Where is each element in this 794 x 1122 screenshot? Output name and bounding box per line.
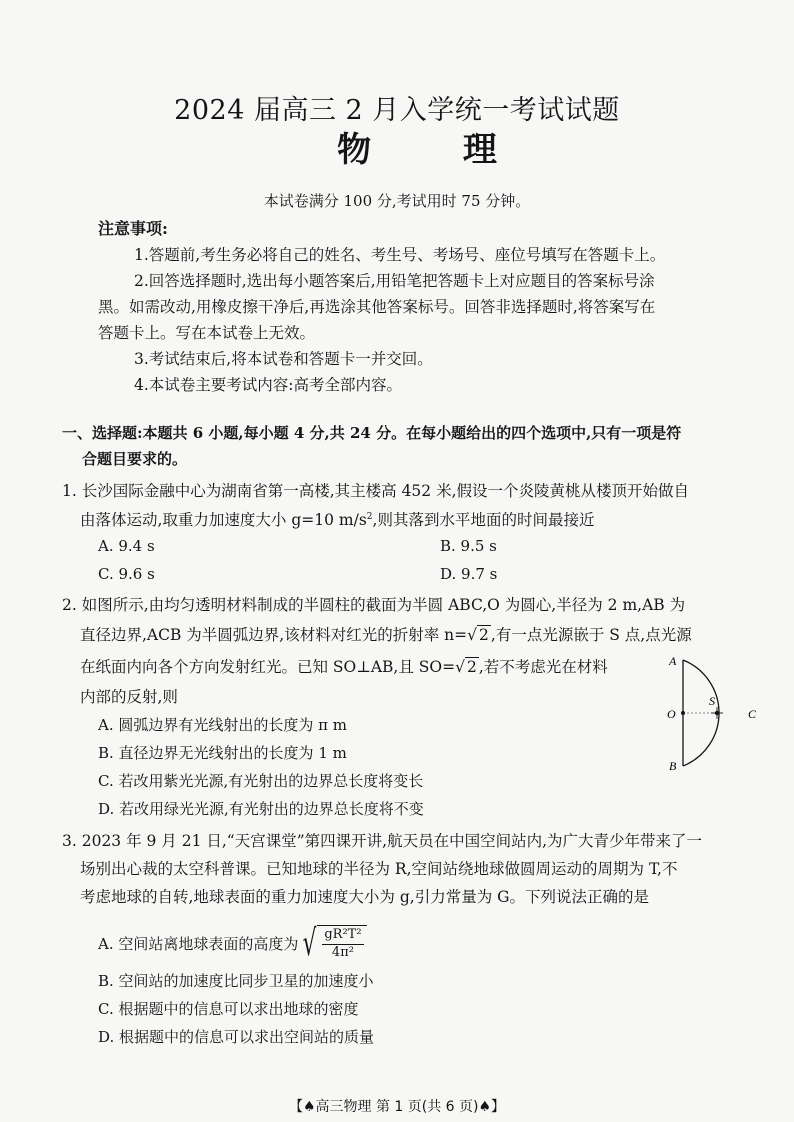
q3-option-b: B. 空间站的加速度比同步卫星的加速度小 xyxy=(98,972,374,990)
semicircle-figure xyxy=(665,650,765,775)
subject-title: 物 理 xyxy=(337,130,537,170)
q1-option-d: D. 9.7 s xyxy=(440,565,498,583)
q2-stem-line1: 2. 如图所示,由均匀透明材料制成的半圆柱的截面为半圆 ABC,O 为圆心,半径为 2 m,AB 为 xyxy=(62,596,686,614)
label-c: C xyxy=(748,707,757,721)
q1-option-a: A. 9.4 s xyxy=(98,537,155,555)
q1-stem-line2: 由落体运动,取重力加速度大小 g=10 $m/s^2$,则其落到水平地面的时间最接近 xyxy=(80,511,595,530)
label-a: A xyxy=(669,654,677,668)
note-line: 1.答题前,考生务必将自己的姓名、考生号、考场号、座位号填写在答题卡上。 xyxy=(134,246,666,264)
label-s: S xyxy=(709,694,715,708)
q2-stem-line3: 在纸面内向各个方向发射红光。已知 SO⊥AB,且 SO=√ 2 ,若不考虑光在材料 xyxy=(80,658,608,676)
q3-option-c: C. 根据题中的信息可以求出地球的密度 xyxy=(98,1000,359,1018)
q2-option-d: D. 若改用绿光光源,有光射出的边界总长度将不变 xyxy=(98,800,424,818)
q1-option-b: B. 9.5 s xyxy=(440,537,497,555)
q2-stem-line2: 直径边界,ACB 为半圆弧边界,该材料对红光的折射率 n=√ 2 ,有一点光源嵌于 S 点,点光源 xyxy=(80,626,692,644)
q3-stem-line2: 场别出心裁的太空科普课。已知地球的半径为 R,空间站绕地球做圆周运动的周期为 T,不 xyxy=(80,860,678,878)
notes-heading: 注意事项: xyxy=(98,219,168,238)
exam-title: 2024 届高三 2 月入学统一考试试题 xyxy=(174,95,620,126)
note-line: 4.本试卷主要考试内容:高考全部内容。 xyxy=(134,376,403,394)
q3-stem-line1: 3. 2023 年 9 月 21 日,“天宫课堂”第四课开讲,航天员在中国空间站内,为广大青少年带来了一 xyxy=(62,832,703,850)
q1-option-c: C. 9.6 s xyxy=(98,565,155,583)
note-line: 2.回答选择题时,选出每小题答案后,用铅笔把答题卡上对应题目的答案标号涂 xyxy=(134,272,655,290)
q2-option-b: B. 直径边界无光线射出的长度为 1 m xyxy=(98,744,347,762)
q2-option-a: A. 圆弧边界有光线射出的长度为 π m xyxy=(98,716,347,734)
note-line: 黑。如需改动,用橡皮擦干净后,再选涂其他答案标号。回答非选择题时,将答案写在 xyxy=(98,298,656,316)
q2-stem-line4: 内部的反射,则 xyxy=(80,688,178,706)
q3-option-d: D. 根据题中的信息可以求出空间站的质量 xyxy=(98,1028,375,1046)
section-heading-cont: 合题目要求的。 xyxy=(82,450,188,468)
label-b: B xyxy=(669,759,677,773)
page-footer: 【♠高三物理 第 1 页(共 6 页)♠】 xyxy=(288,1099,506,1115)
sqrt-expression: √ $\frac{\text{gR²T²}}{\text{4π²}}$ xyxy=(298,925,366,963)
note-line: 3.考试结束后,将本试卷和答题卡一并交回。 xyxy=(134,350,433,368)
q3-option-a: A. 空间站离地球表面的高度为 √ $\frac{\text{gR²T²}}{\text{4π²}}$ xyxy=(98,922,367,966)
q3-stem-line3: 考虑地球的自转,地球表面的重力加速度大小为 g,引力常量为 G。下列说法正确的是 xyxy=(80,888,650,906)
q2-option-c: C. 若改用紫光光源,有光射出的边界总长度将变长 xyxy=(98,772,424,790)
light-source-s xyxy=(711,707,723,719)
exam-info: 本试卷满分 100 分,考试用时 75 分钟。 xyxy=(263,192,531,210)
q1-stem-line1: 1. 长沙国际金融中心为湖南省第一高楼,其主楼高 452 米,假设一个炎陵黄桃从楼顶开始做自 xyxy=(62,482,690,500)
note-line: 答题卡上。写在本试卷上无效。 xyxy=(98,324,316,342)
section-heading: 一、选择题:本题共 6 小题,每小题 4 分,共 24 分。在每小题给出的四个选项中,只有一项是符 xyxy=(62,424,682,442)
label-o: O xyxy=(667,707,676,721)
